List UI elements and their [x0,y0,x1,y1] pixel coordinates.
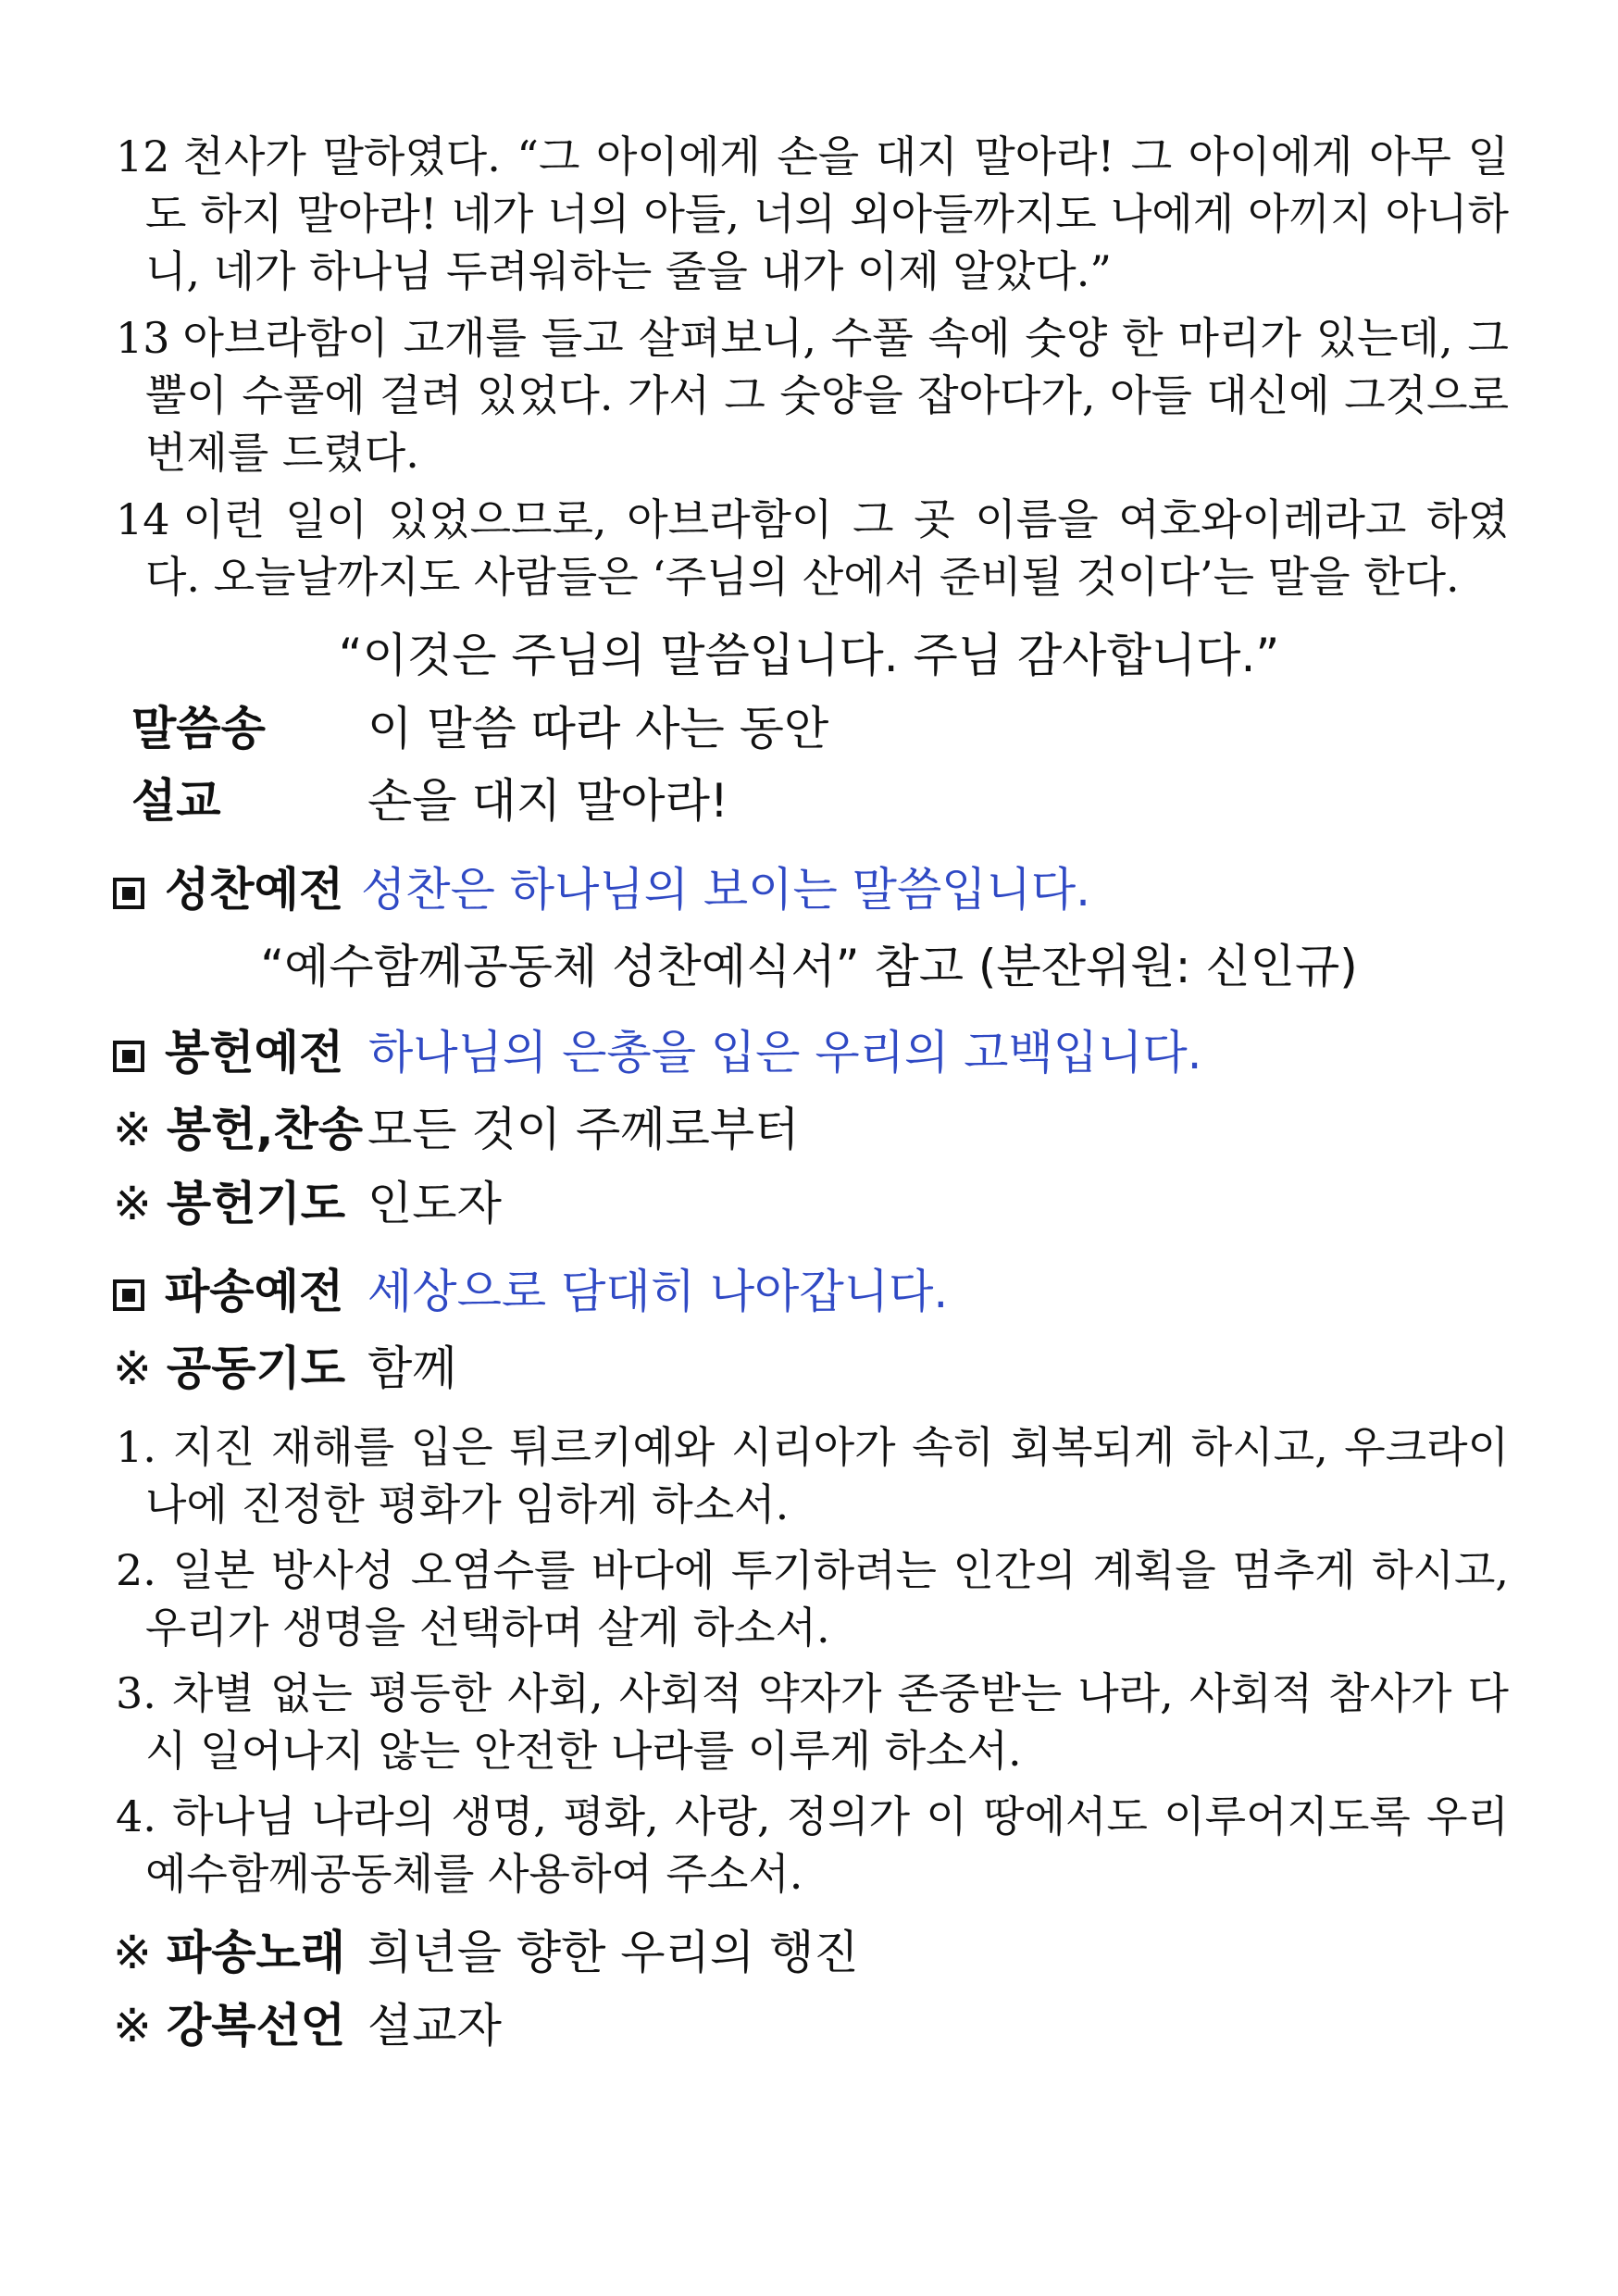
communion-note: “예수함께공동체 성찬예식서” 참고 (분잔위원: 신인규) [260,940,1358,993]
sending-label: 파송예전 [165,1265,344,1318]
reference-mark-icon: ※ [113,1999,152,2053]
verse-number: 14 [116,494,170,544]
communion-subtitle: 성찬은 하나님의 보이는 말씀입니다. [361,863,1091,917]
sermon-label: 설교 [131,774,221,828]
verse-number: 12 [116,131,170,181]
offering-prayer-label: 봉헌기도 [166,1177,346,1230]
offering-prayer-value: 인도자 [367,1177,502,1230]
sermon-row [131,768,728,833]
verse-12 [116,128,1509,300]
reference-mark-icon: ※ [113,1103,152,1156]
verse-text: 천사가 말하였다. “그 아이에게 손을 대지 말아라! 그 아이에게 아무 일도 하지 말아라! 네가 너의 아들, 너의 외아들까지도 나에게 아끼지 아니하니, 네가 하나님 두려워하는 줄을 내가 이제 알았다.” [145,131,1509,296]
reference-mark-icon: ※ [113,1926,152,1979]
benediction-label: 강복선언 [166,1999,346,2053]
word-song-label: 말씀송 [131,702,266,755]
offering-prayer-row [113,1171,502,1236]
prayer-item-1 [116,1418,1509,1533]
prayer-number: 4. [116,1791,156,1841]
offering-section-header [113,1020,1202,1085]
word-song-row [131,696,829,761]
sending-section-header [113,1259,949,1324]
prayer-text: 일본 방사성 오염수를 바다에 투기하려는 인간의 계획을 멈추게 하시고, 우리가 생명을 선택하며 살게 하소서. [145,1545,1509,1653]
common-prayer-value: 함께 [367,1341,457,1395]
scripture-response: “이것은 주님의 말씀입니다. 주님 감사합니다.” [338,629,1280,682]
prayer-number: 2. [116,1545,156,1595]
reference-mark-icon: ※ [113,1177,152,1230]
prayer-number: 3. [116,1668,156,1718]
prayer-item-4 [116,1788,1509,1903]
benediction-row [113,1993,502,2058]
prayer-number: 1. [116,1422,156,1472]
verse-14 [116,491,1509,605]
prayer-text: 하나님 나라의 생명, 평화, 사랑, 정의가 이 땅에서도 이루어지도록 우리 예수함께공동체를 사용하여 주소서. [145,1791,1509,1899]
word-song-value: 이 말씀 따라 사는 동안 [367,702,829,755]
prayer-text: 차별 없는 평등한 사회, 사회적 약자가 존중받는 나라, 사회적 참사가 다시 일어나지 않는 안전한 나라를 이루게 하소서. [145,1668,1509,1776]
prayer-item-2 [116,1541,1509,1656]
sending-song-label: 파송노래 [166,1926,346,1979]
benediction-value: 설교자 [367,1999,502,2053]
sending-song-row [113,1920,859,1985]
section-square-icon [113,1279,144,1311]
common-prayer-label: 공동기도 [166,1341,346,1395]
section-square-icon [113,878,144,909]
verse-number: 13 [116,313,170,363]
offering-subtitle: 하나님의 은총을 입은 우리의 고백입니다. [368,1026,1202,1079]
section-square-icon [113,1041,144,1072]
communion-label: 성찬예전 [165,863,344,917]
reference-mark-icon: ※ [113,1341,152,1395]
prayer-item-3 [116,1665,1509,1779]
common-prayer-row [113,1336,457,1401]
offering-label: 봉헌예전 [165,1026,344,1079]
sending-song-value: 희년을 향한 우리의 행진 [367,1926,859,1979]
verse-text: 이런 일이 있었으므로, 아브라함이 그 곳 이름을 여호와이레라고 하였다. 오늘날까지도 사람들은 ‘주님의 산에서 준비될 것이다’는 말을 한다. [145,494,1509,602]
prayer-text: 지진 재해를 입은 튀르키예와 시리아가 속히 회복되게 하시고, 우크라이나에 진정한 평화가 임하게 하소서. [145,1422,1509,1529]
communion-section-header [113,857,1091,922]
sending-subtitle: 세상으로 담대히 나아갑니다. [367,1265,949,1318]
verse-13 [116,309,1509,481]
sermon-value: 손을 대지 말아라! [367,774,728,828]
verse-text: 아브라함이 고개를 들고 살펴보니, 수풀 속에 숫양 한 마리가 있는데, 그 뿔이 수풀에 걸려 있었다. 가서 그 숫양을 잡아다가, 아들 대신에 그것으로 번제를 드렸다. [145,313,1509,478]
offering-hymn-value: 모든 것이 주께로부터 [367,1103,800,1156]
offering-hymn-label: 봉헌,찬송 [166,1103,364,1156]
offering-hymn-row [113,1097,800,1162]
